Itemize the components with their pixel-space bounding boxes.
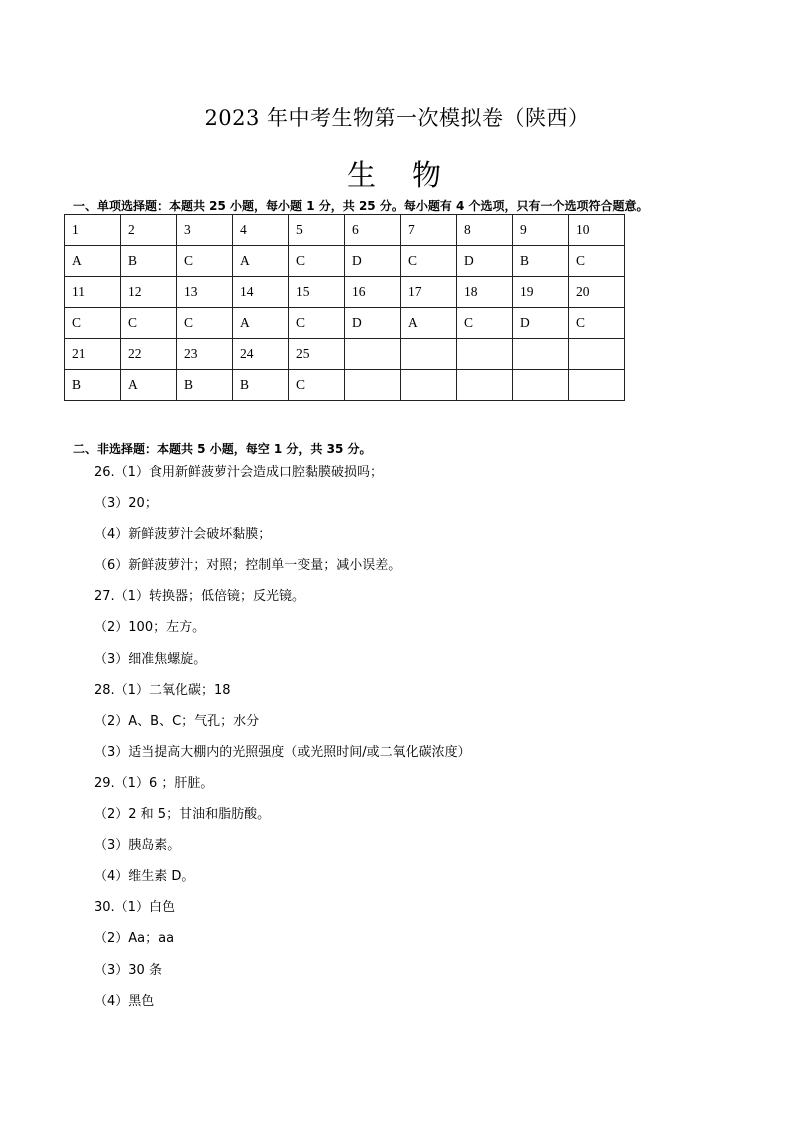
table-cell: C [569, 308, 625, 339]
table-cell: C [121, 308, 177, 339]
table-cell: 17 [401, 277, 457, 308]
table-cell: 16 [345, 277, 401, 308]
section-1-heading: 一、单项选择题：本题共 25 小题，每小题 1 分，共 25 分。每小题有 4 个选项，只有一个选项符合题意。 [73, 199, 649, 213]
table-cell: C [401, 246, 457, 277]
table-cell: C [177, 246, 233, 277]
table-cell: 7 [401, 215, 457, 246]
table-cell: 6 [345, 215, 401, 246]
answer-line: （3）30 条 [94, 962, 162, 978]
table-row [65, 339, 625, 370]
subject-char-2: 物 [412, 158, 448, 192]
table-cell: D [457, 246, 513, 277]
table-cell: D [513, 308, 569, 339]
answer-line: （2）A、B、C；气孔；水分 [94, 713, 260, 729]
section-2-heading: 二、非选择题：本题共 5 小题，每空 1 分，共 35 分。 [73, 442, 372, 456]
table-cell: C [289, 370, 345, 401]
table-cell: B [65, 370, 121, 401]
table-cell: B [513, 246, 569, 277]
table-cell [569, 370, 625, 401]
table-cell: A [233, 246, 289, 277]
table-cell: A [401, 308, 457, 339]
table-cell [401, 370, 457, 401]
answer-line: （4）黑色 [94, 993, 155, 1009]
table-cell: 3 [177, 215, 233, 246]
answer-line: （2）Aa；aa [94, 931, 175, 947]
answer-line: （2）2 和 5；甘油和脂肪酸。 [94, 807, 271, 823]
table-cell: C [65, 308, 121, 339]
table-cell: 4 [233, 215, 289, 246]
table-cell [457, 370, 513, 401]
table-cell: 20 [569, 277, 625, 308]
table-cell [345, 339, 401, 370]
answer-line: （3）胰岛素。 [94, 838, 181, 854]
table-cell: 25 [289, 339, 345, 370]
table-row [65, 215, 625, 246]
table-cell: C [569, 246, 625, 277]
table-cell: B [177, 370, 233, 401]
answer-line: 28.（1）二氧化碳；18 [94, 682, 231, 698]
table-cell: A [233, 308, 289, 339]
answer-line: （2）100；左方。 [94, 620, 206, 636]
table-cell: 1 [65, 215, 121, 246]
table-cell: 8 [457, 215, 513, 246]
table-cell: 21 [65, 339, 121, 370]
table-cell: C [289, 246, 345, 277]
table-cell [513, 370, 569, 401]
answer-table [64, 214, 625, 401]
answer-line: 26.（1）食用新鲜菠萝汁会造成口腔黏膜破损吗； [94, 465, 383, 480]
table-cell: 18 [457, 277, 513, 308]
table-cell: 10 [569, 215, 625, 246]
table-row [65, 370, 625, 401]
subject-char-1: 生 [346, 158, 382, 192]
answer-line: 27.（1）转换器；低倍镜；反光镜。 [94, 589, 305, 605]
table-row [65, 277, 625, 308]
table-cell: 15 [289, 277, 345, 308]
table-cell: 2 [121, 215, 177, 246]
table-row [65, 308, 625, 339]
table-cell [513, 339, 569, 370]
table-cell: A [121, 370, 177, 401]
table-cell: C [457, 308, 513, 339]
table-cell [457, 339, 513, 370]
answer-line: （4）维生素 D。 [94, 869, 195, 885]
table-cell: 12 [121, 277, 177, 308]
answer-line: （3）适当提高大棚内的光照强度（或光照时间/或二氧化碳浓度） [94, 744, 471, 760]
table-cell: B [233, 370, 289, 401]
answer-line: 30.（1）白色 [94, 900, 175, 916]
table-cell: C [289, 308, 345, 339]
table-cell: 5 [289, 215, 345, 246]
table-cell: C [177, 308, 233, 339]
table-cell: 11 [65, 277, 121, 308]
answer-line: （6）新鲜菠萝汁；对照；控制单一变量；减小误差。 [94, 558, 402, 574]
answer-line: （3）细准焦螺旋。 [94, 651, 207, 667]
table-cell: 23 [177, 339, 233, 370]
table-cell: 9 [513, 215, 569, 246]
table-cell: D [345, 308, 401, 339]
answer-line: （3）20； [94, 496, 158, 512]
table-cell: 14 [233, 277, 289, 308]
table-cell: 19 [513, 277, 569, 308]
answer-line: （4）新鲜菠萝汁会破坏黏膜； [94, 527, 272, 543]
table-cell: 13 [177, 277, 233, 308]
exam-title: 2023 年中考生物第一次模拟卷（陕西） [204, 106, 590, 130]
table-cell: 22 [121, 339, 177, 370]
table-cell [569, 339, 625, 370]
table-cell: D [345, 246, 401, 277]
table-cell: A [65, 246, 121, 277]
table-row [65, 246, 625, 277]
subject-heading [0, 153, 794, 194]
answer-list [94, 457, 471, 1017]
table-cell: B [121, 246, 177, 277]
answer-line: 29.（1）6 ；肝脏。 [94, 775, 214, 791]
table-cell: 24 [233, 339, 289, 370]
table-cell [345, 370, 401, 401]
table-cell [401, 339, 457, 370]
